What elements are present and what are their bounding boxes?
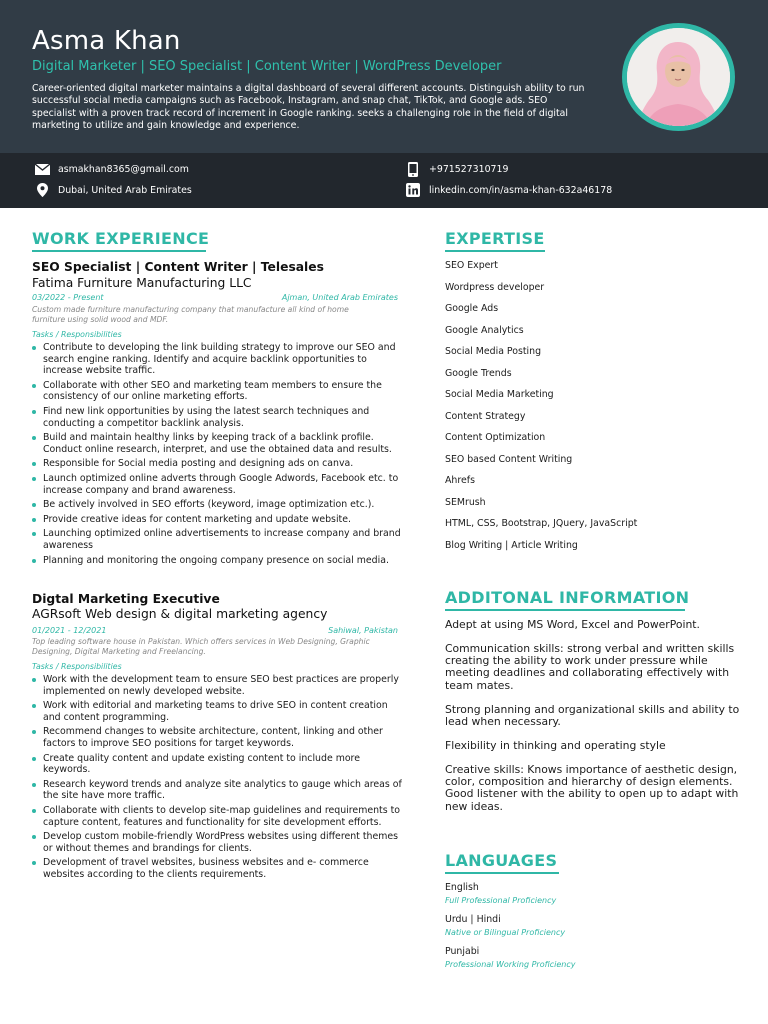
list-item: Content Strategy (445, 410, 526, 422)
language-name: English (445, 882, 479, 893)
list-item: Social Media Marketing (445, 389, 554, 400)
list-item: Planning and monitoring the ongoing company presence on social media. (32, 555, 402, 567)
expertise-list (445, 260, 637, 561)
list-item: Research keyword trends and analyze site analytics to gauge which areas of the site have more traffic. (32, 779, 402, 802)
contact-bar (0, 153, 768, 208)
job-title: Digtal Marketing Executive (32, 592, 220, 606)
list-item: SEO based Content Writing (445, 453, 573, 465)
additional-info-item: Strong planning and organizational skills and ability to lead when necessary. (445, 703, 740, 729)
list-item: Google Analytics (445, 324, 524, 336)
linkedin-icon (405, 182, 421, 198)
list-item: Find new link opportunities by using the latest search techniques and conducting a competitor backlink analysis. (32, 406, 402, 429)
contact-phone[interactable] (405, 161, 508, 177)
contact-email[interactable] (34, 161, 189, 177)
languages-underline (445, 872, 559, 874)
job-location: Ajman, United Arab Emirates (281, 293, 398, 302)
tasks-label: Tasks / Responsibilities (32, 662, 122, 671)
additional-info-heading: ADDITONAL INFORMATION (445, 588, 690, 607)
list-item: Responsible for Social media posting and designing ads on canva. (32, 458, 402, 470)
job-title: SEO Specialist | Content Writer | Telesales (32, 260, 324, 274)
work-experience-heading: WORK EXPERIENCE (32, 229, 210, 248)
expertise-heading: EXPERTISE (445, 229, 545, 248)
list-item: Collaborate with other SEO and marketing team members to ensure the consistency of our online marketing efforts. (32, 380, 402, 403)
phone-icon (405, 161, 421, 177)
job-meta (32, 626, 398, 635)
language-level: Full Professional Proficiency (445, 896, 557, 905)
email-text: asmakhan8365@gmail.com (58, 163, 189, 175)
profile-photo (622, 23, 735, 131)
list-item: Recommend changes to website architecture, content, linking and other factors to improve SEO positions for target keywords. (32, 726, 402, 749)
additional-info-item: Creative skills: Knows importance of aesthetic design, color, composition and hierarchy of design elements. Good listener with the ability to open up to adapt with new ideas. (445, 763, 739, 813)
phone-text: +971527310719 (429, 163, 509, 175)
company-name: Fatima Furniture Manufacturing LLC (32, 276, 252, 290)
list-item: Create quality content and update existing content to include more keywords. (32, 753, 402, 776)
candidate-title: Digital Marketer | SEO Specialist | Content Writer | WordPress Developer (32, 59, 502, 74)
list-item: Launch optimized online adverts through Google Adwords, Facebook etc. to increase company and brand awareness. (32, 473, 402, 496)
language-level: Professional Working Proficiency (445, 960, 576, 969)
list-item: SEMrush (445, 496, 486, 508)
list-item: Work with the development team to ensure SEO best practices are properly implemented on newly developed website. (32, 674, 402, 697)
additional-info-underline (445, 609, 685, 611)
contact-location (34, 182, 192, 198)
list-item: HTML, CSS, Bootstrap, JQuery, JavaScript (445, 518, 638, 529)
list-item: Google Trends (445, 367, 512, 379)
job-dates: 03/2022 - Present (32, 293, 104, 302)
list-item: SEO Expert (445, 260, 498, 271)
list-item: Content Optimization (445, 432, 546, 443)
job-location: Sahiwal, Pakistan (328, 626, 398, 635)
profile-summary: Career-oriented digital marketer maintains a digital dashboard of several different accounts. Distinguish ability to run successful social media campaigns such as Facebook, Instagram, and snap chat, TikTok, and Google ads. SEO specialist with a proven track record of increment in Google ranking. seeks a challenging role in the field of digital marketing to utilize and gain knowledge and experience. (32, 83, 585, 132)
linkedin-text: linkedin.com/in/asma-khan-632a46178 (429, 184, 613, 196)
job-dates: 01/2021 - 12/2021 (32, 626, 107, 635)
list-item: Wordpress developer (445, 281, 545, 293)
list-item: Collaborate with clients to develop site-map guidelines and requirements to capture content, features and functionality for site development efforts. (32, 805, 402, 828)
list-item: Develop custom mobile-friendly WordPress websites using different themes or without themes and brandings for clients. (32, 831, 402, 854)
location-pin-icon (34, 182, 50, 198)
list-item: Contribute to developing the link building strategy to improve our SEO and search engine ranking. Identify and acquire backlink opportunities to increase website traffic. (32, 342, 402, 377)
work-experience-underline (32, 250, 206, 252)
tasks-label: Tasks / Responsibilities (32, 330, 122, 339)
list-item: Work with editorial and marketing teams to drive SEO in content creation and content programming. (32, 700, 402, 723)
list-item: Social Media Posting (445, 346, 542, 357)
additional-info-item: Communication skills: strong verbal and written skills creating the ability to work under pressure while meeting deadlines and collaborating effectively with team mates. (445, 642, 735, 692)
list-item: Ahrefs (445, 475, 475, 486)
email-icon (34, 161, 50, 177)
language-name: Urdu | Hindi (445, 914, 501, 925)
additional-info-item: Flexibility in thinking and operating style (445, 739, 666, 752)
expertise-underline (445, 250, 545, 252)
location-text: Dubai, United Arab Emirates (58, 184, 192, 196)
list-item: Blog Writing | Article Writing (445, 539, 578, 551)
list-item: Google Ads (445, 303, 499, 314)
portrait-image (627, 28, 730, 126)
list-item: Build and maintain healthy links by keeping track of a backlink profile. Conduct online research, interpret, and use the obtained data and results. (32, 432, 402, 455)
languages-heading: LANGUAGES (445, 851, 558, 870)
list-item: Provide creative ideas for content marketing and update website. (32, 514, 402, 526)
job-meta (32, 293, 398, 302)
header (0, 0, 768, 153)
language-level: Native or Bilingual Proficiency (445, 928, 566, 937)
list-item: Development of travel websites, business websites and e- commerce websites according to the clients requirements. (32, 857, 402, 880)
candidate-name: Asma Khan (32, 26, 181, 56)
company-name: AGRsoft Web design & digital marketing agency (32, 607, 328, 621)
job-bullets (32, 674, 402, 884)
contact-linkedin[interactable] (405, 182, 612, 198)
list-item: Be actively involved in SEO efforts (keyword, image optimization etc.). (32, 499, 402, 511)
company-description: Top leading software house in Pakistan. Which offers services in Web Designing, Graphic Designing, Digital Marketing and Freelancing. (32, 637, 370, 656)
list-item: Launching optimized online advertisements to increase company and brand awareness (32, 528, 402, 551)
language-name: Punjabi (445, 946, 480, 957)
company-description: Custom made furniture manufacturing company that manufacture all kind of home furniture using solid wood and MDF. (32, 305, 349, 324)
job-bullets (32, 342, 402, 569)
avatar (627, 28, 730, 126)
additional-info-item: Adept at using MS Word, Excel and PowerPoint. (445, 618, 700, 631)
